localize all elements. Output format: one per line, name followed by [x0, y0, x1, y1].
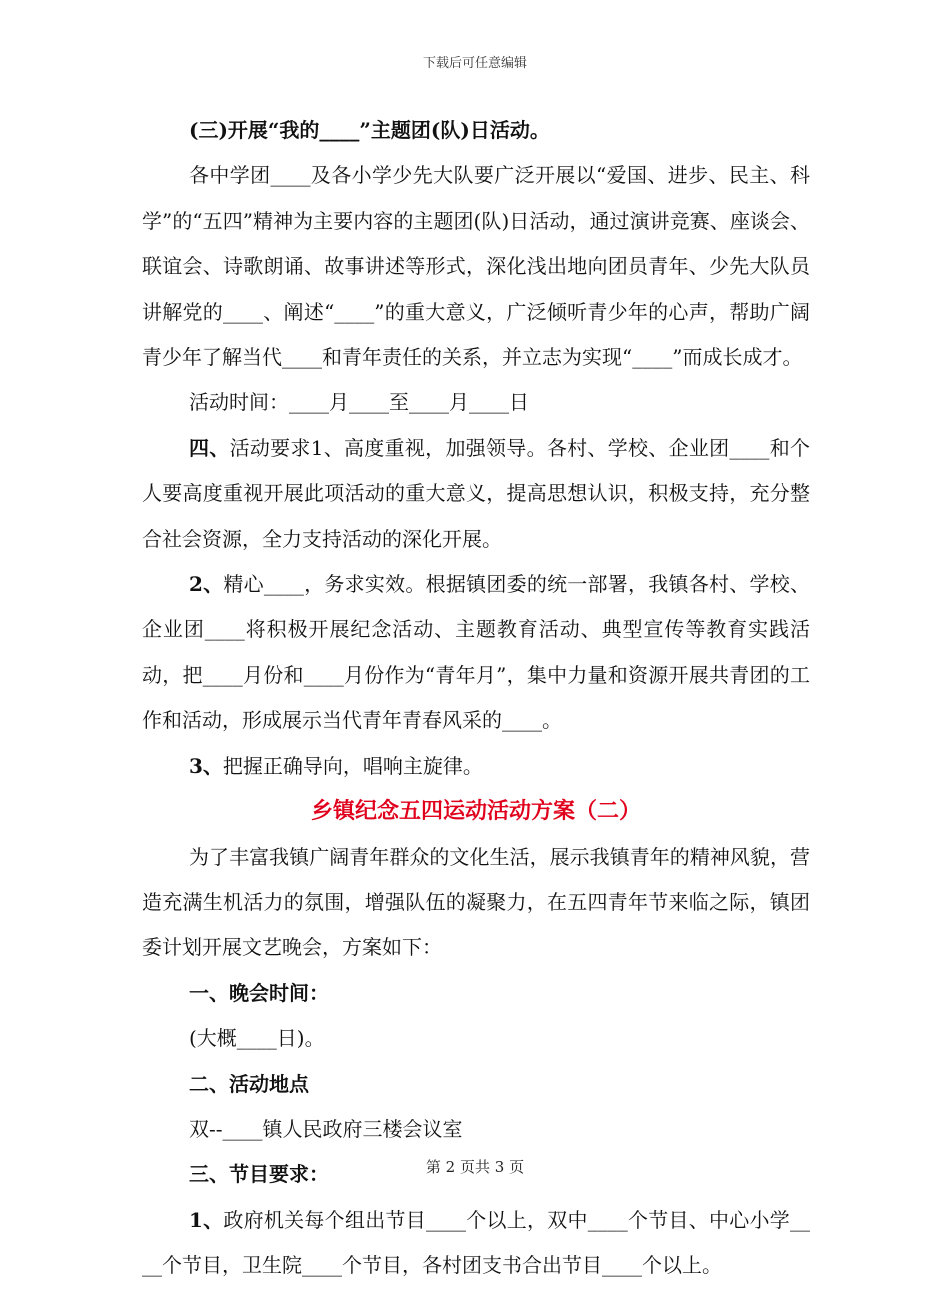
paragraph-activity-time: 活动时间：____月____至____月____日: [189, 390, 529, 415]
paragraph-requirements-2: 2、精心____，务求实效。根据镇团委的统一部署，我镇各村、学校、企业团____将积极开展纪念活动、主题教育活动、典型宣传等教育实践活动，把____月份和____月份作为“青年月”，集中力量和资源开展共青团的工作和活动，形成展示当代青年青春风采的____。: [142, 572, 810, 733]
section-heading-plan-2: 乡镇纪念五四运动活动方案（二）: [310, 798, 641, 825]
section-title-program: 三、节目要求：: [189, 1162, 329, 1187]
section-title-location: 二、活动地点: [189, 1071, 309, 1096]
program-1-label: 1、: [189, 1207, 224, 1232]
paragraph-party-time: (大概____日)。: [189, 1026, 325, 1051]
section-title-theme-day: (三)开展“我的____”主题团(队)日活动。: [189, 118, 550, 142]
paragraph-program: 1、政府机关每个组出节目____个以上，双中____个节目、中心小学____个节目，卫生院____个节目，各村团支书合出节目____个以上。: [142, 1207, 810, 1278]
document-body: [142, 108, 810, 1289]
paragraph-plan-intro: 为了丰富我镇广阔青年群众的文化生活，展示我镇青年的精神风貌，营造充满生机活力的氛围，增强队伍的凝聚力，在五四青年节来临之际，镇团委计划开展文艺晚会，方案如下：: [142, 844, 810, 960]
requirements-label: 四、: [189, 435, 230, 460]
page-footer: 第 2 页共 3 页: [425, 1158, 525, 1176]
requirements-2-label: 2、: [189, 572, 224, 597]
page-header: 下载后可任意编辑: [422, 56, 527, 71]
paragraph-theme-day: 各中学团____及各小学少先大队要广泛开展以“爱国、进步、民主、科学”的“五四”精神为主要内容的主题团(队)日活动，通过演讲竞赛、座谈会、联谊会、诗歌朗诵、故事讲述等形式，深化浅出地向团员青年、少先大队员讲解党的____、阐述“____”的重大意义，广泛倾听青少年的心声，帮助广阔青少年了解当代____和青年责任的关系，并立志为实现“____”而成长成才。: [142, 163, 810, 370]
paragraph-requirements-3: 3、把握正确导向，唱响主旋律。: [189, 753, 483, 778]
paragraph-location: 双--____镇人民政府三楼会议室: [189, 1116, 463, 1141]
paragraph-requirements-1: 四、活动要求1、高度重视，加强领导。各村、学校、企业团____和个人要高度重视开展此项活动的重大意义，提高思想认识，积极支持，充分整合社会资源，全力支持活动的深化开展。: [142, 435, 810, 551]
requirements-3-label: 3、: [189, 753, 223, 778]
section-title-party-time: 一、晚会时间：: [189, 980, 329, 1005]
